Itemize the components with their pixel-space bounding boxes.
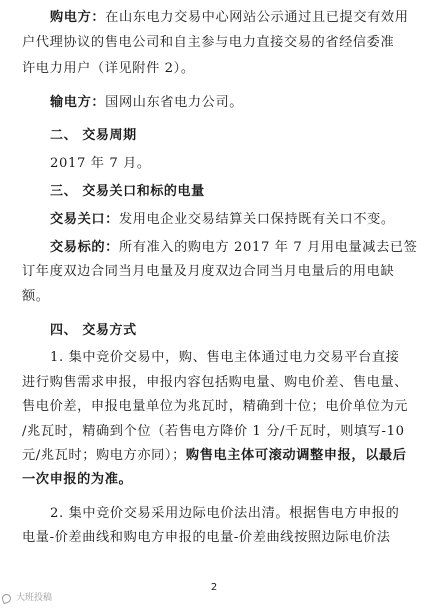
section-2-heading: 二、 交易周期	[50, 128, 137, 143]
item-1-line-5-bold: 购售电主体可滚动调整申报，以最后	[185, 448, 407, 463]
item-1-line-3: 售电价差，申报电量单位为兆瓦时，精确到十位；电价单位为元	[22, 399, 409, 414]
gateway-text: 发用电企业交易结算关口保持既有关口不变。	[118, 212, 395, 227]
item-1-line-6: 一次申报的为准。	[22, 472, 133, 487]
section-2-text: 2017 年 7 月。	[50, 156, 151, 171]
buyer-text-1: 在山东电力交易中心网站公示通过且已提交有效用	[105, 10, 409, 25]
transmitter-text: 国网山东省电力公司。	[105, 95, 244, 110]
item-1-line-4: /兆瓦时，精确到个位（若售电方降价 1 分/千瓦时，则填写-10	[22, 424, 405, 439]
section-4-heading: 四、 交易方式	[50, 323, 137, 338]
item-2-line-1: 2. 集中竞价交易采用边际电价法出清。根据售电方申报的	[50, 506, 400, 521]
item-2-line-2: 电量-价差曲线和购电方申报的电量-价差曲线按照边际电价法	[22, 530, 391, 545]
watermark	[2, 590, 52, 603]
section-3-heading: 三、 交易关口和标的电量	[50, 184, 205, 199]
buyer-line-1	[0, 9, 428, 26]
target-line-2: 订年度双边合同当月电量及月度双边合同当月电量后的用电缺	[22, 264, 395, 279]
item-1-line-5-normal: 元/兆瓦时；购电方亦同）；	[22, 448, 186, 463]
item-1-line-1: 1. 集中竞价交易中，购、售电主体通过电力交易平台直接	[50, 350, 400, 365]
page-number: 2	[210, 582, 218, 593]
target-text-1: 所有准入的购电方 2017 年 7 月用电量减去已签	[118, 240, 418, 255]
target-line-1	[0, 239, 428, 256]
transmitter-line	[0, 94, 428, 111]
transmitter-label: 输电方：	[50, 95, 106, 110]
item-1-line-5	[0, 447, 428, 464]
target-line-3: 额。	[22, 289, 50, 304]
target-label: 交易标的：	[50, 240, 119, 255]
buyer-line-3: 许电力用户（详见附件 2）。	[22, 61, 195, 76]
watermark-text: 大班投稿	[16, 593, 53, 603]
gateway-label: 交易关口：	[50, 212, 119, 227]
gateway-line	[0, 211, 428, 228]
buyer-line-2: 户代理协议的售电公司和自主参与电力直接交易的省经信委准	[22, 35, 395, 50]
watermark-logo-icon	[2, 593, 14, 603]
buyer-label: 购电方：	[50, 10, 106, 25]
item-1-line-2: 进行购售需求申报，申报内容包括购电量、购电价差、售电量、	[22, 375, 409, 390]
